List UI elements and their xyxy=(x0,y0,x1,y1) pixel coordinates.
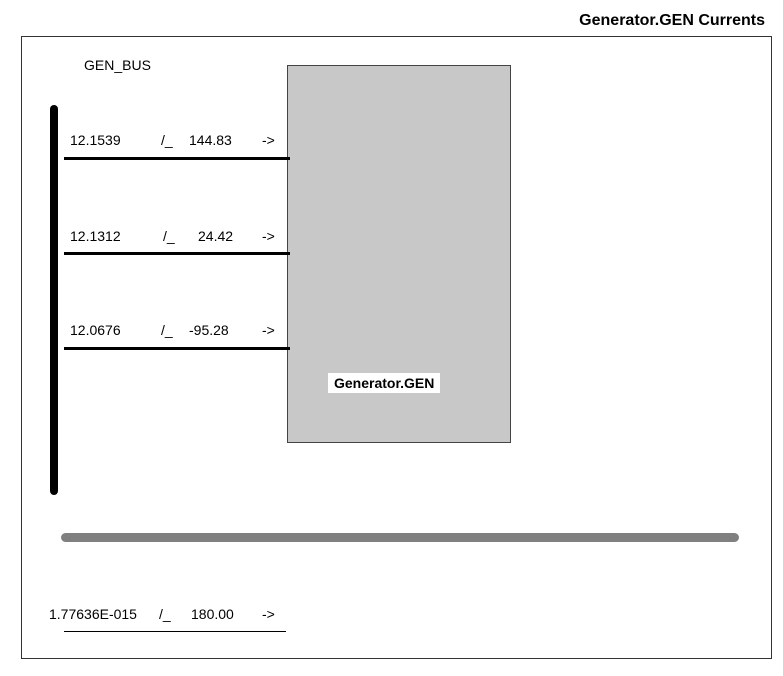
neutral-angle: 180.00 xyxy=(191,606,234,622)
neutral-angle-symbol: /_ xyxy=(159,606,171,622)
phase-b-angle: 24.42 xyxy=(198,228,234,244)
phase-b-magnitude: 12.1312 xyxy=(70,228,121,244)
gen-bus-bar[interactable] xyxy=(50,105,58,495)
phase-c-arrow: -> xyxy=(262,322,275,338)
phase-b-line[interactable] xyxy=(64,252,290,255)
neutral-arrow: -> xyxy=(262,606,275,622)
phase-a-angle: 144.83 xyxy=(189,132,232,148)
neutral-line[interactable] xyxy=(64,631,286,632)
phase-a-magnitude: 12.1539 xyxy=(70,132,121,148)
diagram-title: Generator.GEN Currents xyxy=(579,12,765,29)
phase-a-arrow: -> xyxy=(262,132,275,148)
neutral-magnitude: 1.77636E-015 xyxy=(49,606,137,622)
generator-label: Generator.GEN xyxy=(328,373,440,393)
phase-b-arrow: -> xyxy=(262,228,275,244)
phase-c-magnitude: 12.0676 xyxy=(70,322,121,338)
phase-a-line[interactable] xyxy=(64,157,290,160)
neutral-bar[interactable] xyxy=(61,533,739,542)
phase-b-angle-symbol: /_ xyxy=(163,228,175,244)
bus-label: GEN_BUS xyxy=(84,57,151,73)
phase-a-angle-symbol: /_ xyxy=(161,132,173,148)
phase-c-angle-symbol: /_ xyxy=(161,322,173,338)
phase-c-line[interactable] xyxy=(64,347,290,350)
phase-c-angle: -95.28 xyxy=(189,322,229,338)
